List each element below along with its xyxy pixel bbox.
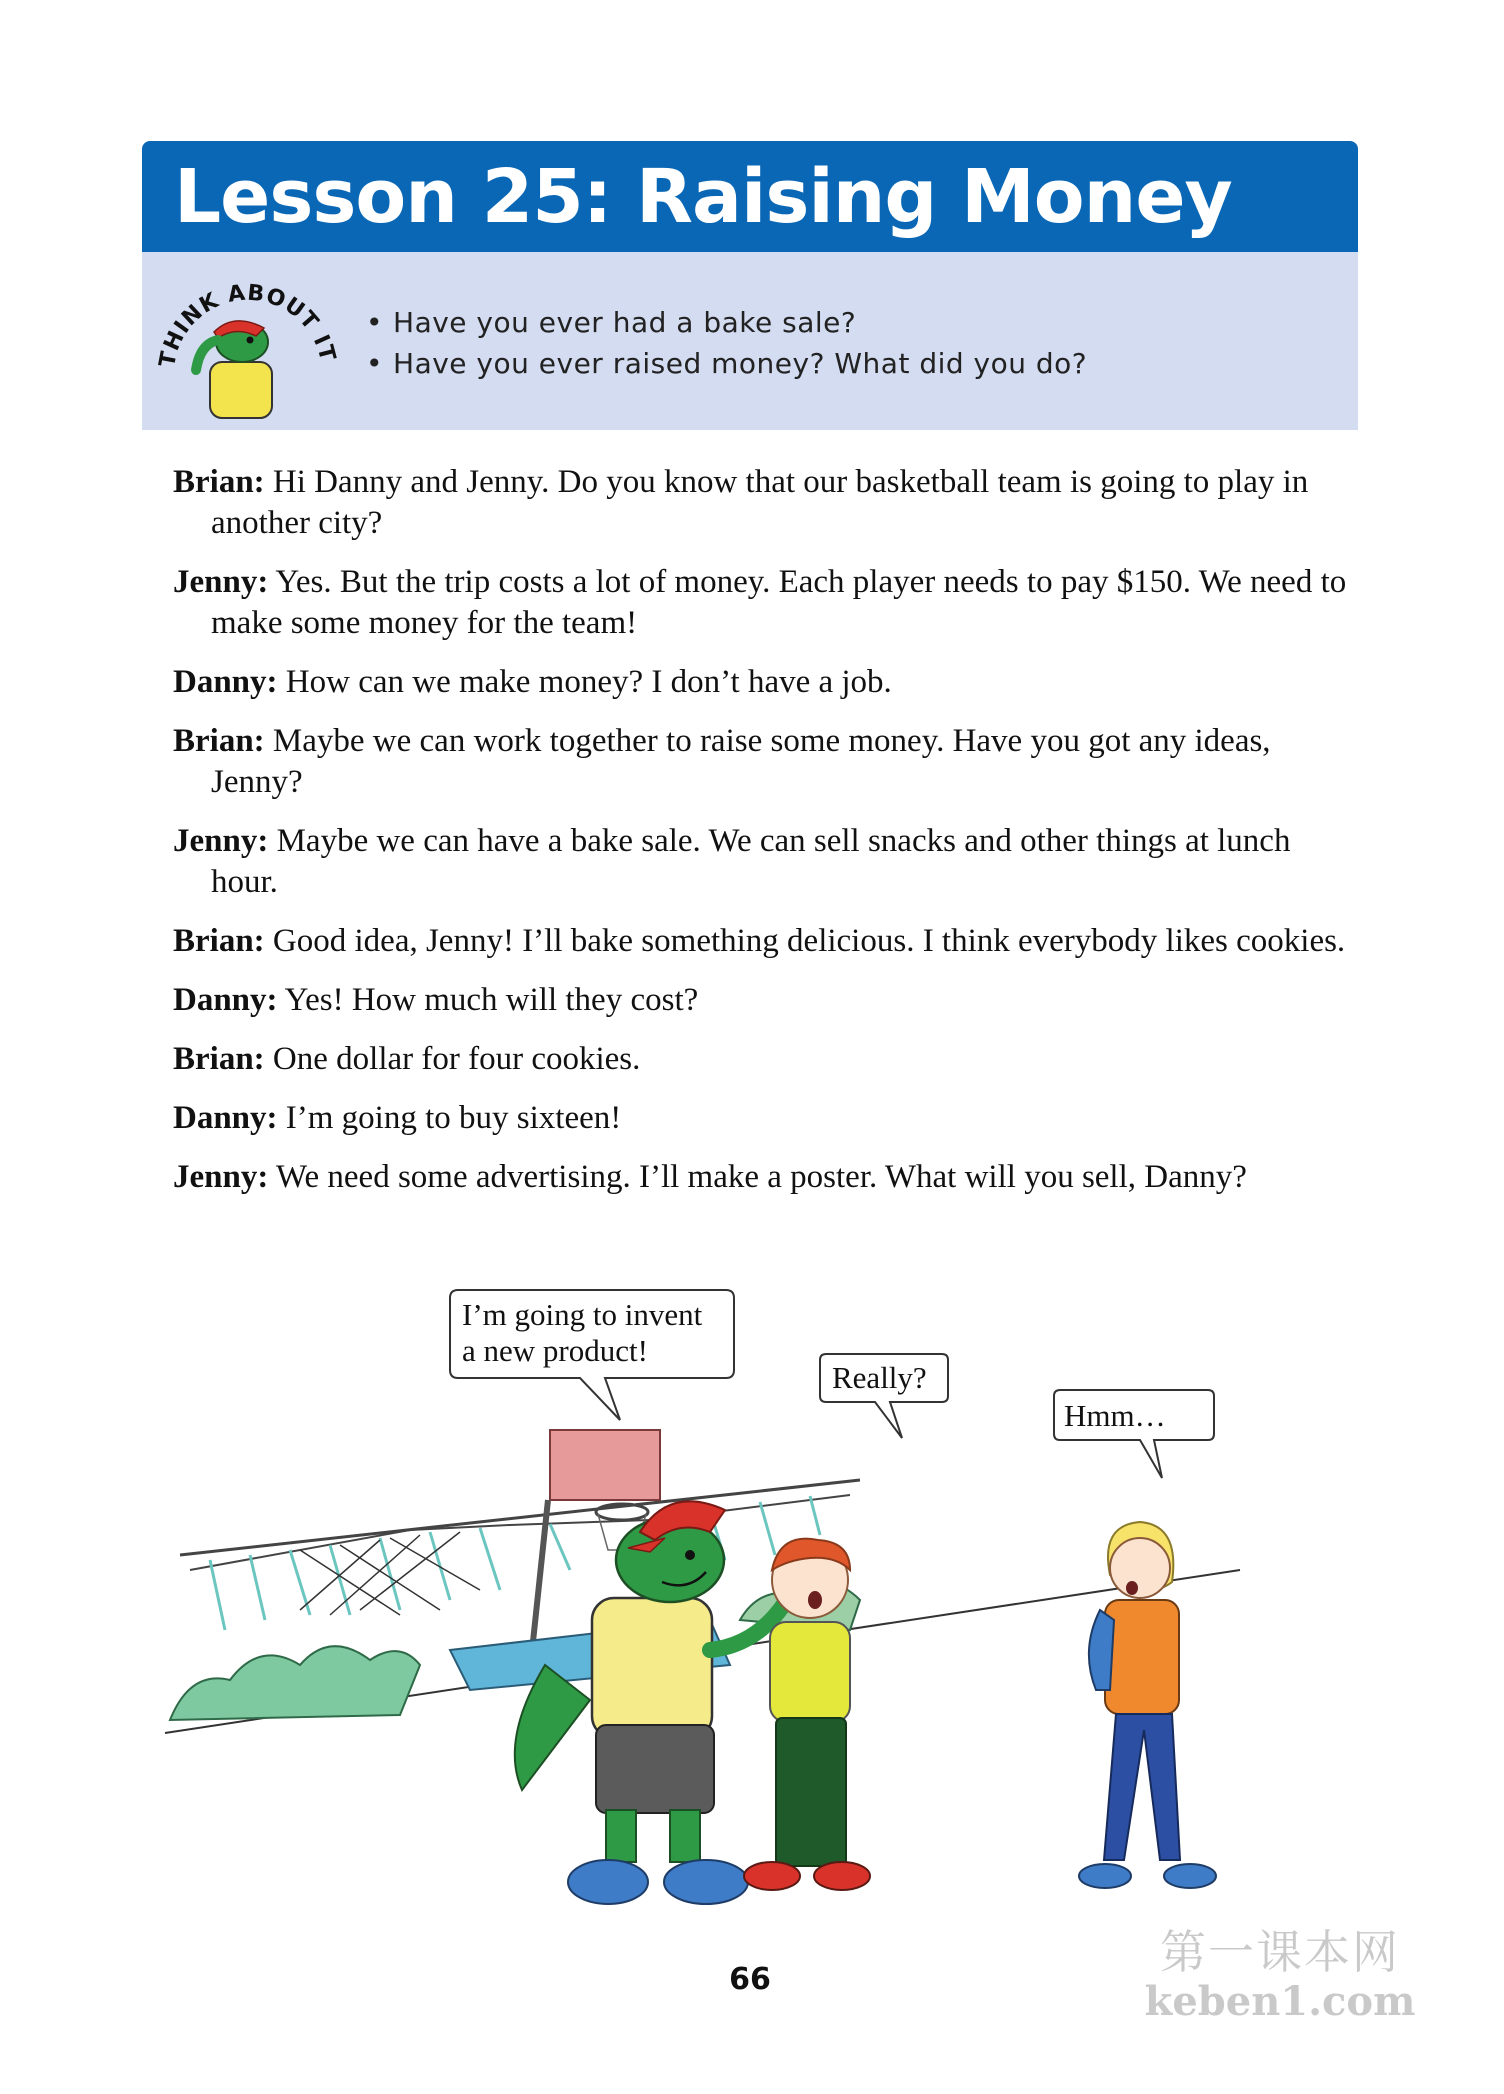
dialogue-line bbox=[173, 462, 1353, 544]
speaker-name: Danny: bbox=[173, 982, 278, 1018]
dialogue-line bbox=[173, 921, 1353, 962]
speaker-name: Danny: bbox=[173, 1100, 278, 1136]
dino-character-icon bbox=[515, 1501, 790, 1904]
dialogue-text: We need some advertising. I’ll make a poster. What will you sell, Danny? bbox=[276, 1159, 1247, 1195]
lesson-title: Lesson 25: Raising Money bbox=[174, 154, 1232, 240]
dialogue-text: I’m going to buy sixteen! bbox=[285, 1100, 622, 1136]
dialogue-text: One dollar for four cookies. bbox=[272, 1041, 641, 1077]
speech-bubble-invent bbox=[450, 1290, 734, 1420]
speaker-name: Brian: bbox=[173, 923, 265, 959]
think-about-it-box bbox=[142, 252, 1358, 430]
dialogue-text: How can we make money? I don’t have a job. bbox=[285, 664, 892, 700]
speaker-name: Jenny: bbox=[173, 823, 269, 859]
bubble-line: Really? bbox=[832, 1360, 927, 1395]
speaker-name: Brian: bbox=[173, 464, 265, 500]
dialogue-line bbox=[173, 980, 1353, 1021]
dialogue-text: Hi Danny and Jenny. Do you know that our basketball team is going to play in another city? bbox=[211, 464, 1309, 541]
dialogue-text: Maybe we can work together to raise some money. Have you got any ideas, Jenny? bbox=[211, 723, 1271, 800]
speaker-name: Jenny: bbox=[173, 564, 269, 600]
watermark-line: 第一课本网 bbox=[1160, 1925, 1400, 1979]
lesson-title-bar bbox=[142, 141, 1358, 252]
dialogue-line bbox=[173, 821, 1353, 903]
bubble-line: I’m going to invent bbox=[462, 1297, 703, 1332]
speaker-name: Jenny: bbox=[173, 1159, 269, 1195]
dialogue-line bbox=[173, 721, 1353, 803]
dialogue bbox=[173, 462, 1353, 1216]
speech-bubble-hmm bbox=[1054, 1390, 1214, 1478]
dialogue-text: Yes! How much will they cost? bbox=[284, 982, 699, 1018]
think-about-it-logo bbox=[152, 270, 342, 420]
dialogue-line bbox=[173, 1098, 1353, 1139]
think-question: • Have you ever had a bake sale? bbox=[366, 302, 1087, 343]
think-about-it-label: THINK ABOUT IT bbox=[155, 280, 340, 370]
bubble-line: a new product! bbox=[462, 1333, 648, 1368]
think-question: • Have you ever raised money? What did you do? bbox=[366, 343, 1087, 384]
dialogue-line bbox=[173, 1157, 1353, 1198]
think-about-it-questions bbox=[366, 302, 1087, 384]
dino-mascot-icon bbox=[196, 321, 272, 418]
dialogue-text: Maybe we can have a bake sale. We can sell snacks and other things at lunch hour. bbox=[211, 823, 1291, 900]
dialogue-line bbox=[173, 562, 1353, 644]
watermark bbox=[1140, 1924, 1420, 2024]
dialogue-text: Yes. But the trip costs a lot of money. Each player needs to pay $150. We need to make some money for the team! bbox=[211, 564, 1347, 641]
page-number: 66 bbox=[729, 1962, 771, 1997]
speaker-name: Brian: bbox=[173, 723, 265, 759]
dialogue-line bbox=[173, 1039, 1353, 1080]
speaker-name: Brian: bbox=[173, 1041, 265, 1077]
comic-illustration bbox=[150, 1270, 1370, 1930]
dialogue-text: Good idea, Jenny! I’ll bake something delicious. I think everybody likes cookies. bbox=[272, 923, 1346, 959]
dialogue-line bbox=[173, 662, 1353, 703]
watermark-line: keben1.com bbox=[1144, 1978, 1416, 2025]
speaker-name: Danny: bbox=[173, 664, 278, 700]
bubble-line: Hmm… bbox=[1064, 1398, 1166, 1433]
speech-bubble-really bbox=[820, 1354, 948, 1438]
